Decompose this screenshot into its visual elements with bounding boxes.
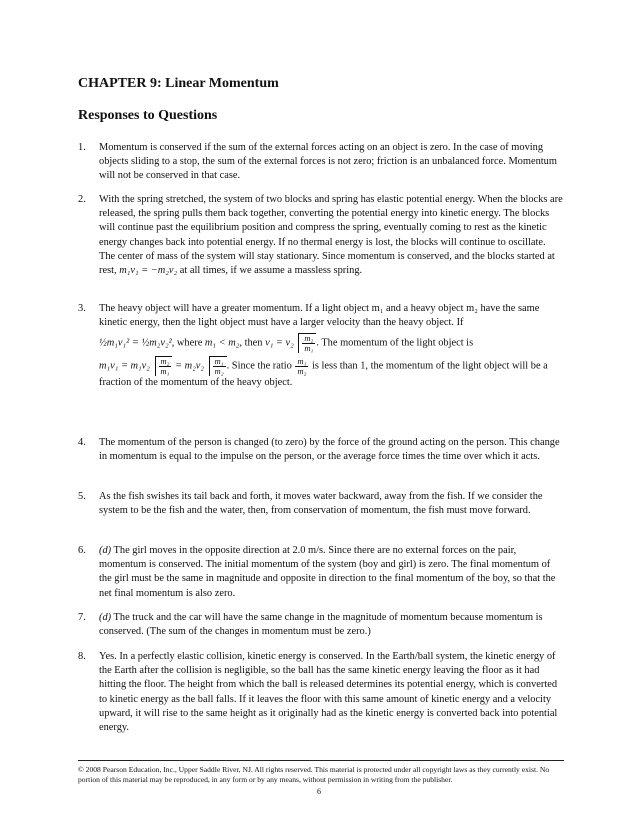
mass-ratio-fraction [159, 357, 172, 376]
chapter-title: CHAPTER 9: Linear Momentum [78, 76, 279, 91]
fraction-numerator: m₂ [304, 334, 314, 344]
square-root [209, 356, 227, 376]
question-number: 5. [78, 491, 86, 502]
section-title: Responses to Questions [78, 108, 218, 123]
question-6 [78, 544, 564, 601]
question-text-part: The truck and the car will have the same change in the magnitude of momentum because momentum is conserved. (The sum of the changes in momentum must be zero.) [99, 612, 543, 638]
question-number: 1. [78, 142, 86, 153]
fraction-denominator: m₂ [297, 366, 307, 376]
momentum-equation-mid: = m₂v₂ [175, 360, 205, 372]
question-number: 6. [78, 545, 86, 556]
question-number: 2. [78, 194, 86, 205]
question-text-part: . The momentum of the light object is [316, 337, 474, 349]
question-text: Momentum is conserved if the sum of the external forces acting on an object is zero. In the case of moving objects sliding to a stop, the sum of the external forces is not zero; friction is an unbalanced force. Momentum will not be conserved in that case. [99, 142, 557, 182]
question-text-part: is less than 1, the momentum of the light object will be a fraction of the momentum of the heavy object. [99, 360, 548, 389]
question-text-part: The girl moves in the opposite direction at 2.0 m/s. Since there are no external forces on the pair, momentum is conserved. The initial momentum of the system (boy and girl) is zero. The final momentum of the girl must be the same in magnitude and opposite in direction to the final momentum of the boy, so that the net final momentum is also zero. [99, 545, 556, 599]
fraction-denominator: m₁ [160, 367, 170, 377]
question-number: 8. [78, 651, 86, 662]
question-number: 7. [78, 612, 86, 623]
fraction-numerator: m₁ [214, 357, 224, 367]
question-text: The momentum of the person is changed (to zero) by the force of the ground acting on the person. This change in momentum is equal to the impulse on the person, or the average force times the time over which it acts. [99, 437, 560, 463]
question-text-part: With the spring stretched, the system of two blocks and spring has elastic potential energy. When the blocks are released, the spring pulls them back together, converting the potential energy into kinetic energy. The blocks will continue past the equilibrium position and compress the spring, eventually coming to rest as the kinetic energy changes back into potential energy. If no thermal energy is lost, the blocks will continue to oscillate. The center of mass of the system will stay stationary. Since momentum is conserved, and the blocks started at rest, [99, 194, 563, 277]
question-8 [78, 650, 564, 735]
kinetic-energy-equation: ½m₁v₁² = ½m₂v₂², [99, 337, 175, 349]
velocity-equation: v₁ = v₂ [265, 337, 294, 349]
momentum-equation-left: m₁v₁ = m₁v₂ [99, 360, 150, 372]
square-root [155, 356, 173, 376]
question-5 [78, 490, 564, 518]
page-number: 6 [317, 787, 321, 796]
question-text: The heavy object will have a greater momentum. If a light object m₁ and a heavy object m₂ have the same kinetic energy, then the light object must have a larger velocity than the heavy object. If [99, 303, 540, 329]
question-number: 4. [78, 437, 86, 448]
footer-divider [78, 760, 564, 761]
question-text-part: at all times, if we assume a massless spring. [179, 265, 363, 277]
question-number: 3. [78, 303, 86, 314]
question-text [99, 193, 564, 278]
mass-ratio-fraction [295, 357, 308, 376]
fraction-denominator: m₂ [214, 367, 224, 377]
momentum-equation: m₁v₁ = −m₂v₂ [119, 265, 178, 277]
equation-line-2 [99, 356, 564, 390]
question-2 [78, 193, 564, 278]
where-label: where [176, 337, 203, 349]
question-text: Yes. In a perfectly elastic collision, kinetic energy is conserved. In the Earth/ball system, the kinetic energy of the Earth after the collision is negligible, so the ball has the same kinetic energy leaving the floor as it had hitting the floor. The height from which the ball is released determines its potential energy, which is converted to kinetic energy as the ball falls. If it leaves the floor with this same amount of kinetic energy and a velocity upward, it will rise to the same height as it originally had as the kinetic energy is converted back into potential energy. [99, 651, 558, 734]
question-7 [78, 611, 564, 639]
question-3 [78, 302, 564, 394]
question-text [99, 544, 564, 601]
mass-condition: m₁ < m₂, [204, 337, 242, 349]
question-text [99, 611, 564, 639]
square-root [298, 333, 316, 353]
equation-line-1 [99, 333, 564, 353]
answer-choice: (d) [99, 545, 112, 556]
answer-choice: (d) [99, 612, 112, 623]
mass-ratio-fraction [302, 334, 315, 353]
question-text-part: . Since the ratio [226, 360, 292, 372]
copyright-notice: © 2008 Pearson Education, Inc., Upper Saddle River, NJ. All rights reserved. This material is protected under all copyright laws as they currently exist. No portion of this material may be reproduced, in any form or by any means, without permission in writing from the publisher. [78, 765, 550, 785]
then-label: then [244, 337, 263, 349]
fraction-numerator: m₁ [297, 356, 307, 366]
question-4 [78, 436, 564, 464]
fraction-numerator: m₂ [160, 357, 170, 367]
question-1 [78, 141, 564, 184]
question-text: As the fish swishes its tail back and forth, it moves water backward, away from the fish. If we consider the system to be the fish and the water, then, from conservation of momentum, the fish must move forward. [99, 491, 543, 517]
fraction-denominator: m₁ [304, 344, 314, 354]
mass-ratio-fraction [213, 357, 226, 376]
